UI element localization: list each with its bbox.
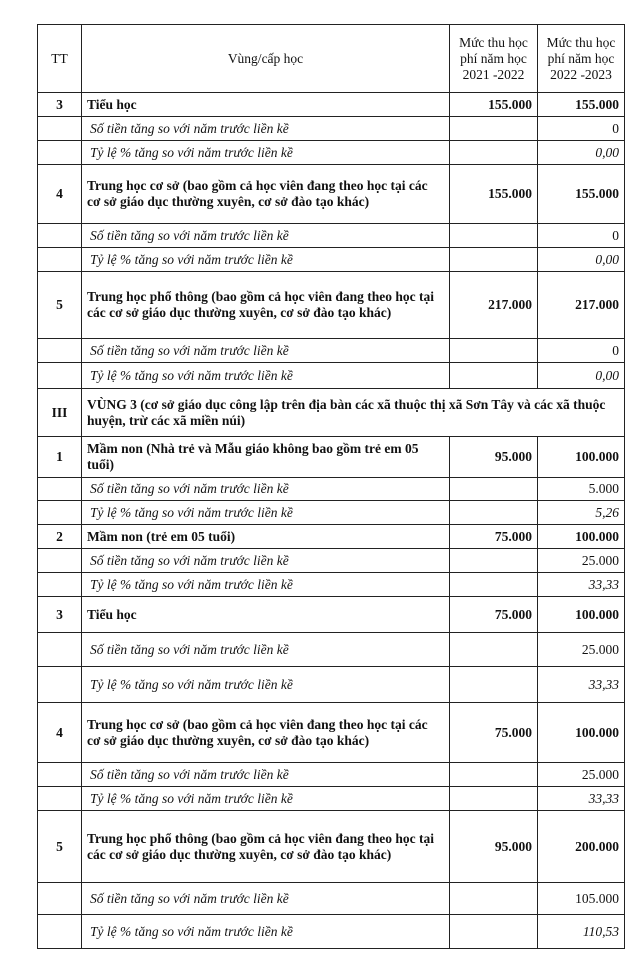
header-2021-line1: Mức thu học xyxy=(459,34,528,50)
increase-label: Số tiền tăng so với năm trước liền kề xyxy=(82,224,450,248)
fee-2022: 100.000 xyxy=(538,525,625,549)
increase-row xyxy=(38,633,625,667)
percent-row xyxy=(38,915,625,949)
fee-2022: 155.000 xyxy=(538,93,625,117)
table-row xyxy=(38,811,625,883)
section-number: III xyxy=(38,389,82,437)
increase-row xyxy=(38,763,625,787)
percent-row xyxy=(38,363,625,389)
percent-label: Tỷ lệ % tăng so với năm trước liền kề xyxy=(82,141,450,165)
fee-2021: 95.000 xyxy=(450,811,538,883)
increase-row xyxy=(38,549,625,573)
table-row xyxy=(38,437,625,478)
percent-label: Tỷ lệ % tăng so với năm trước liền kề xyxy=(82,667,450,703)
row-label: Trung học cơ sở (bao gồm cả học viên đang theo học tại các cơ sở giáo dục thường xuyên, cơ sở đào tạo khác) xyxy=(82,703,450,763)
percent-label: Tỷ lệ % tăng so với năm trước liền kề xyxy=(82,787,450,811)
percent-value: 33,33 xyxy=(538,667,625,703)
fee-2022: 217.000 xyxy=(538,272,625,339)
percent-row xyxy=(38,787,625,811)
table-row xyxy=(38,272,625,339)
header-2021 xyxy=(450,25,538,93)
fee-2022: 100.000 xyxy=(538,437,625,478)
fee-2021: 155.000 xyxy=(450,165,538,224)
row-label: Trung học cơ sở (bao gồm cả học viên đang theo học tại các cơ sở giáo dục thường xuyên, cơ sở đào tạo khác) xyxy=(82,165,450,224)
fee-2022: 155.000 xyxy=(538,165,625,224)
increase-value: 0 xyxy=(538,117,625,141)
percent-value: 0,00 xyxy=(538,248,625,272)
percent-value: 0,00 xyxy=(538,363,625,389)
increase-label: Số tiền tăng so với năm trước liền kề xyxy=(82,763,450,787)
percent-value: 5,26 xyxy=(538,501,625,525)
fee-2021: 217.000 xyxy=(450,272,538,339)
table-row xyxy=(38,597,625,633)
increase-value: 5.000 xyxy=(538,478,625,501)
row-label: Trung học phổ thông (bao gồm cả học viên đang theo học tại các cơ sở giáo dục thường xuyên, cơ sở đào tạo khác) xyxy=(82,811,450,883)
table-row xyxy=(38,525,625,549)
percent-value: 33,33 xyxy=(538,573,625,597)
row-number: 4 xyxy=(38,703,82,763)
table-row xyxy=(38,703,625,763)
percent-label: Tỷ lệ % tăng so với năm trước liền kề xyxy=(82,573,450,597)
row-number: 3 xyxy=(38,93,82,117)
increase-row xyxy=(38,339,625,363)
fee-2022: 100.000 xyxy=(538,597,625,633)
row-label: Trung học phổ thông (bao gồm cả học viên đang theo học tại các cơ sở giáo dục thường xuyên, cơ sở đào tạo khác) xyxy=(82,272,450,339)
percent-value: 0,00 xyxy=(538,141,625,165)
increase-value: 105.000 xyxy=(538,883,625,915)
fee-2021: 75.000 xyxy=(450,525,538,549)
header-tt: TT xyxy=(38,25,82,93)
row-number: 4 xyxy=(38,165,82,224)
increase-row xyxy=(38,883,625,915)
row-label: Mầm non (Nhà trẻ và Mẫu giáo không bao gồm trẻ em 05 tuổi) xyxy=(82,437,450,478)
row-number: 5 xyxy=(38,272,82,339)
percent-row xyxy=(38,248,625,272)
row-label: Mầm non (trẻ em 05 tuổi) xyxy=(82,525,450,549)
table-row xyxy=(38,93,625,117)
increase-row xyxy=(38,224,625,248)
percent-row xyxy=(38,141,625,165)
increase-row xyxy=(38,478,625,501)
row-label: Tiểu học xyxy=(82,597,450,633)
increase-value: 25.000 xyxy=(538,763,625,787)
header-row xyxy=(38,25,625,93)
row-number: 1 xyxy=(38,437,82,478)
increase-label: Số tiền tăng so với năm trước liền kề xyxy=(82,478,450,501)
increase-label: Số tiền tăng so với năm trước liền kề xyxy=(82,339,450,363)
header-2022-line3: 2022 -2023 xyxy=(550,66,612,82)
header-2022-line1: Mức thu học xyxy=(546,34,616,50)
increase-value: 0 xyxy=(538,339,625,363)
percent-row xyxy=(38,667,625,703)
increase-value: 0 xyxy=(538,224,625,248)
section-row xyxy=(38,389,625,437)
row-number: 2 xyxy=(38,525,82,549)
fee-2022: 100.000 xyxy=(538,703,625,763)
row-label: Tiểu học xyxy=(82,93,450,117)
percent-label: Tỷ lệ % tăng so với năm trước liền kề xyxy=(82,363,450,389)
row-number: 3 xyxy=(38,597,82,633)
increase-label: Số tiền tăng so với năm trước liền kề xyxy=(82,117,450,141)
percent-row xyxy=(38,573,625,597)
increase-value: 25.000 xyxy=(538,633,625,667)
header-2021-line3: 2021 -2022 xyxy=(462,66,525,82)
percent-value: 33,33 xyxy=(538,787,625,811)
increase-label: Số tiền tăng so với năm trước liền kề xyxy=(82,633,450,667)
percent-label: Tỷ lệ % tăng so với năm trước liền kề xyxy=(82,248,450,272)
header-region: Vùng/cấp học xyxy=(82,25,450,93)
fee-2021: 75.000 xyxy=(450,703,538,763)
increase-value: 25.000 xyxy=(538,549,625,573)
percent-label: Tỷ lệ % tăng so với năm trước liền kề xyxy=(82,501,450,525)
header-2022-line2: phí năm học xyxy=(547,50,615,66)
tuition-table xyxy=(37,24,625,949)
header-2021-line2: phí năm học xyxy=(460,50,527,66)
fee-2021: 95.000 xyxy=(450,437,538,478)
percent-value: 110,53 xyxy=(538,915,625,949)
fee-2021: 75.000 xyxy=(450,597,538,633)
fee-2021: 155.000 xyxy=(450,93,538,117)
increase-label: Số tiền tăng so với năm trước liền kề xyxy=(82,883,450,915)
percent-label: Tỷ lệ % tăng so với năm trước liền kề xyxy=(82,915,450,949)
section-title: VÙNG 3 (cơ sở giáo dục công lập trên địa bàn các xã thuộc thị xã Sơn Tây và các xã thuộc huyện, trừ các xã miền núi) xyxy=(82,389,625,437)
fee-2022: 200.000 xyxy=(538,811,625,883)
percent-row xyxy=(38,501,625,525)
header-2022 xyxy=(538,25,625,93)
table-row xyxy=(38,165,625,224)
increase-row xyxy=(38,117,625,141)
row-number: 5 xyxy=(38,811,82,883)
increase-label: Số tiền tăng so với năm trước liền kề xyxy=(82,549,450,573)
